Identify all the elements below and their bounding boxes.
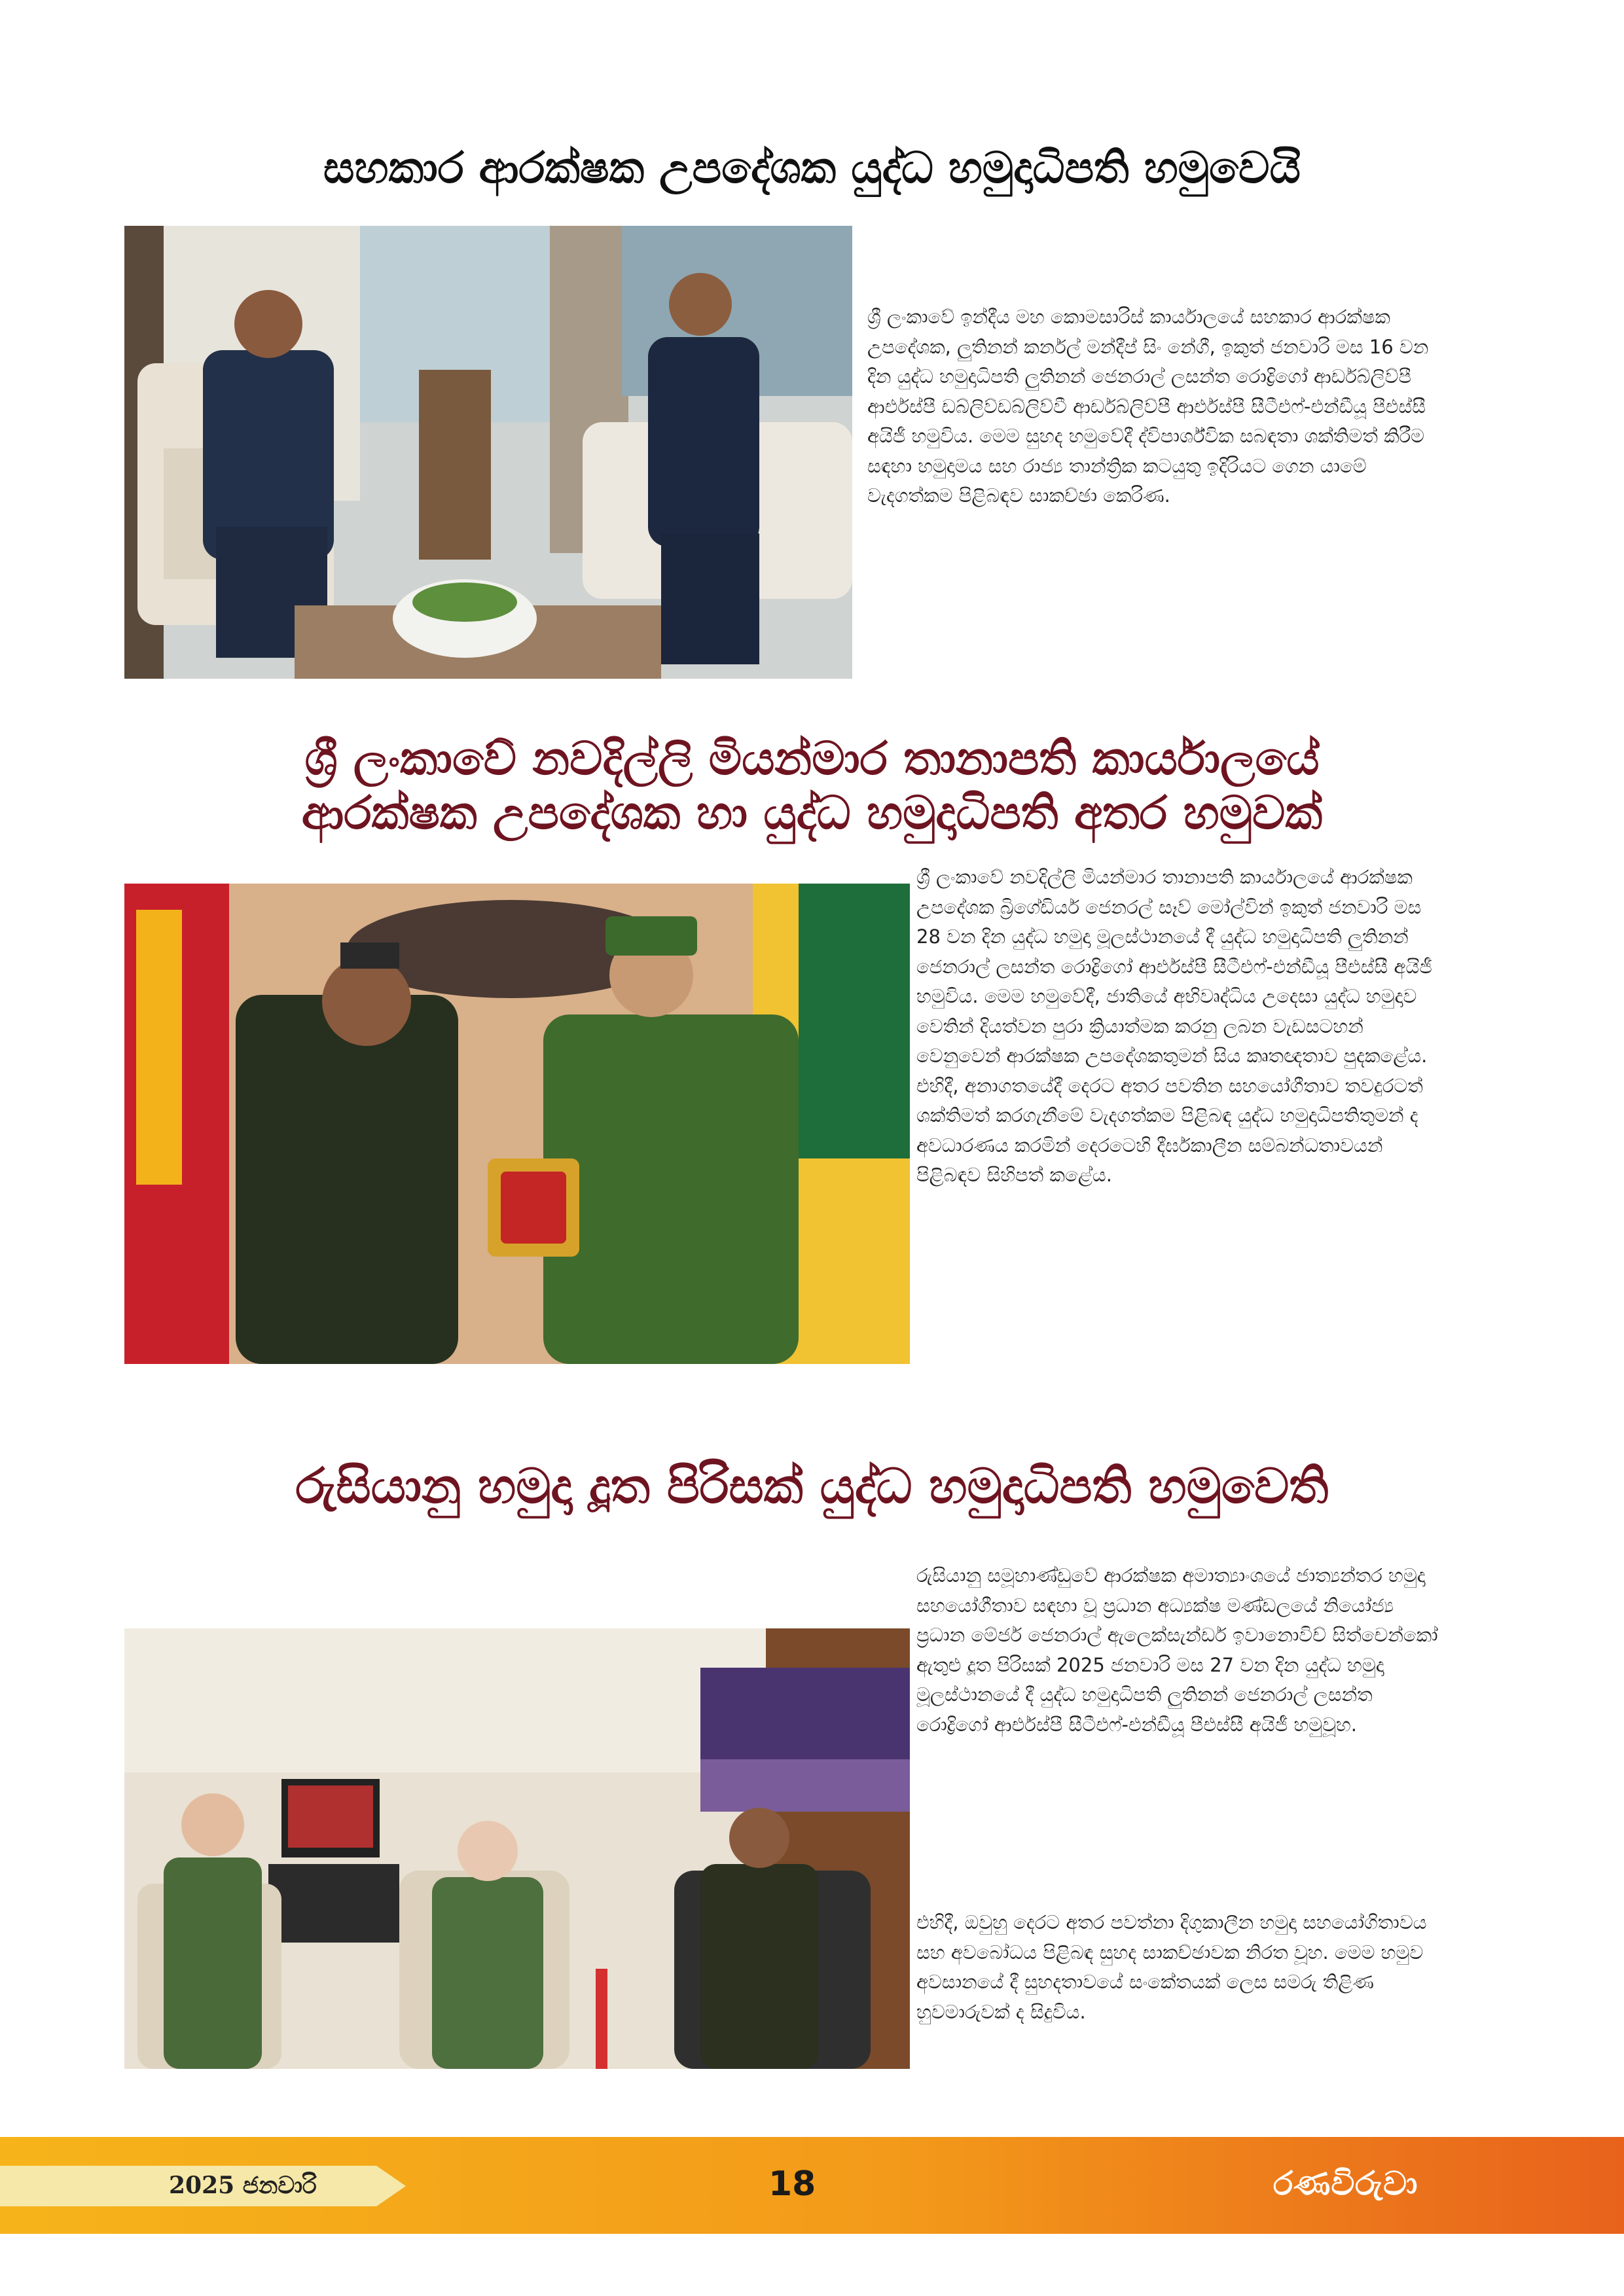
article2-headline-line2: ආරක්ෂක උපදේශක හා යුද්ධ හමුදාධිපති අතර හමුවක් [301,785,1323,840]
article3-paragraph-2: එහිදී, ඔවුහු දෙරට අතර පවත්නා දිගුකාලීන හමුදා සහයෝගිතාවය සහ අවබෝධය පිළිබඳ සුහද සාකච්ඡාවක නිරත වූහ. මෙම හමුව අවසානයේ දී සුහදතාවයේ සංකේතයක් ලෙස සමරු තිළිණ හුවමාරුවක් ද සිදුවිය. [916,1911,1427,2023]
footer-date: 2025 ජනවාරි [169,2172,317,2199]
plaque-presentation-illustration [124,884,910,1364]
article1-body [867,302,1430,511]
article3-photo [124,1628,910,2069]
article2-photo [124,884,910,1364]
article3-paragraph-1: රුසියානු සමූහාණ්ඩුවේ ආරක්ෂක අමාත්‍යාංශයේ ජාත්‍යන්තර හමුදා සහයෝගීතාව සඳහා වූ ප්‍රධාන අධ්‍යක්ෂ මණ්ඩලයේ නියෝජ්‍ය ප්‍රධාන මේජර් ජෙනරාල් ඇලෙක්සැන්ඩර් ඉවානොවිච් සිත්චෙන්කෝ ඇතුළු දූත පිරිසක් 2025 ජනවාරි මස 27 වන දින යුද්ධ හමුදා මූලස්ථානයේ දී යුද්ධ හමුදාධිපති ලුතිනන් ජෙනරාල් ලසන්ත රොද්‍රිගෝ ආර්එස්පී සීටීඑෆ්-එන්ඩීයූ පීඑස්සී අයිජී හමුවූහ. [916,1564,1438,1736]
page-number: 18 [768,2164,816,2204]
article3-headline: රුසියානු හමුදා දූත පිරිසක් යුද්ධ හමුදාධිපති හමුවෙති [295,1458,1329,1515]
article2-headline [0,732,1624,840]
delegation-meeting-illustration [124,1628,910,2069]
article1-paragraph: ශ්‍රී ලංකාවේ ඉන්දීය මහ කොමසාරිස් කාර්යාලයේ සහකාර ආරක්ෂක උපදේශක, ලුතිනන් කර්නල් මන්දීප් සිං නේගී, ඉකුත් ජනවාරි මස 16 වන දින යුද්ධ හමුදාධිපති ලුතිනන් ජෙනරාල් ලසන්ත රොද්‍රිගෝ ආර්ඩබ්ලිව්පී ආර්එස්පී ඩබ්ලිව්ඩබ්ලිව්වී ආර්ඩබ්ලිව්පී ආර්එස්පී සීටීඑෆ්-එන්ඩීයූ පීඑස්සී අයිජී හමුවිය. මෙම සුහද හමුවේදී ද්විපාර්ශ්වික සබඳතා ශක්තිමත් කිරීම සඳහා හමුදාමය සහ රාජ්‍ය තාන්ත්‍රික කටයුතු ඉදිරියට ගෙන යාමේ වැදගත්කම පිළිබඳව සාකච්ඡා කෙරිණ. [867,306,1429,507]
article1-photo [124,226,852,679]
meeting-photo-illustration [124,226,852,679]
article3-body-continued [916,1908,1440,2027]
article2-paragraph: ශ්‍රී ලංකාවේ නවදිල්ලි මියන්මාර තානාපති කාර්යාලයේ ආරක්ෂක උපදේශක බ්‍රිගේඩියර් ජෙනරල් සෑව් මෝල්වින් ඉකුත් ජනවාරි මස 28 වන දින යුද්ධ හමුදා මූලස්ථානයේ දී යුද්ධ හමුදාධිපති ලුතිනන් ජෙනරාල් ලසන්ත රොද්‍රිගෝ ආර්එස්පී සීටීඑෆ්-එන්ඩීයූ පීඑස්සී අයිජී හමුවිය. මෙම හමුවේදී, ජාතියේ අභිවෘද්ධිය උදෙසා යුද්ධ හමුදාව වෙතින් දියත්වන පුරා ක්‍රියාත්මක කරනු ලබන වැඩසටහන් වෙනුවෙන් ආරක්ෂක උපදේශකතුමන් සිය කෘතඥතාව පුදකළේය. එහිදී, අනාගතයේදී දෙරට අතර පවතින සහයෝගීතාව තවදුරටත් ශක්තිමත් කරගැනීමේ වැදගත්කම පිළිබඳ යුද්ධ හමුදාධිපතිතුමන් ද අවධාරණය කරමින් දෙරටෙහි දීර්ඝකාලීන සම්බන්ධතාවයන් පිළිබඳව සිහිපත් කළේය. [916,866,1432,1186]
article3-body [916,1561,1440,1740]
magazine-logo: රණවිරුවා [1273,2164,1418,2202]
article1-headline: සහකාර ආරක්ෂක උපදේශක යුද්ධ හමුදාධිපති හමුවෙයි [323,142,1301,193]
article2-headline-line1: ශ්‍රී ලංකාවේ නවදිල්ලි මියන්මාර තානාපති කාර්යාලයේ [304,731,1320,785]
article2-body [916,863,1434,1191]
